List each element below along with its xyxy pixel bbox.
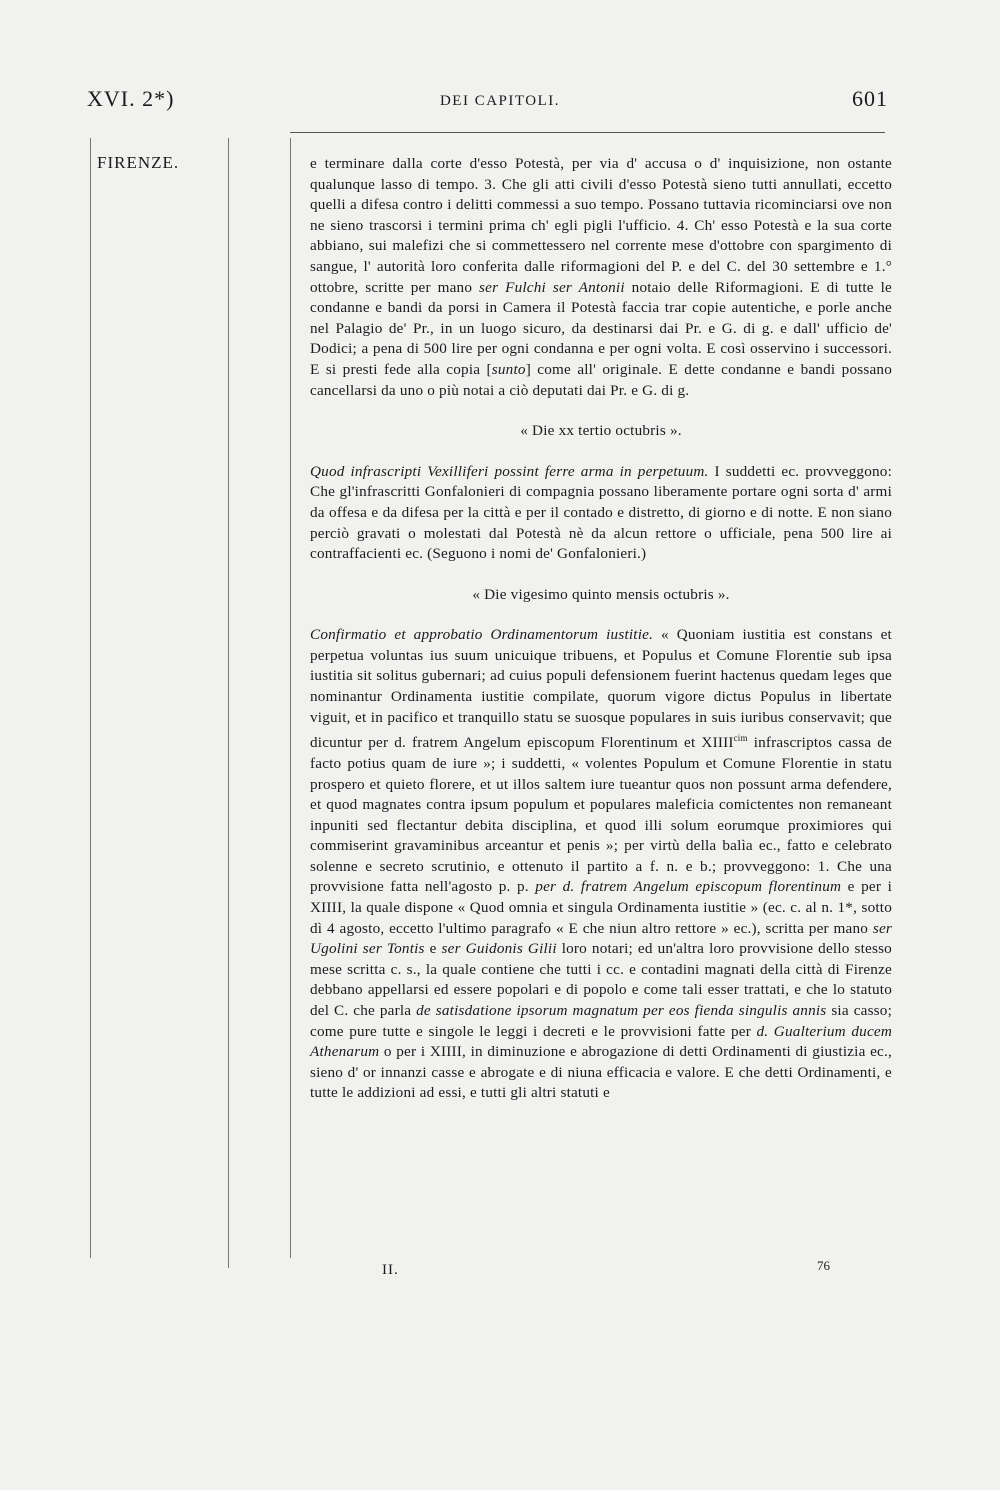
page-number: 601 xyxy=(852,86,888,111)
margin-line-left xyxy=(90,138,91,1258)
paragraph-2: Quod infrascripti Vexilliferi possint ferre arma in perpetuum. I suddetti ec. provveggono: Che gl'infrascritti Gonfalonieri di compagnia possano liberamente portare ogni sorta d' armi da offesa e da difesa per la città e per il contado e distretto, di giorno e di notte. E non siano perciò gravati o molestati dal Potestà nè da alcun rettore o ufficiale, pena 500 lire ai contraffacienti ec. (Seguono i nomi de' Gonfalonieri.) xyxy=(310,462,892,563)
date-heading-1: « Die xx tertio octubris ». xyxy=(520,422,682,440)
header-rule xyxy=(290,132,885,133)
margin-place-label: FIRENZE. xyxy=(97,153,180,172)
signature-mark: 76 xyxy=(817,1258,830,1273)
date-heading-2: « Die vigesimo quinto mensis octubris ». xyxy=(472,585,730,603)
paragraph-3: Confirmatio et approbatio Ordinamentorum iustitie. « Quoniam iustitia est constans et perpetua voluntas ius suum unicuique tribuens, et Populus et Comune Florentie sub ipsa iustitia sit solitus gubernari; ad cuius populi defensionem fuerint hactenus quedam leges que nominantur Ordinamenta iustitie compilate, quorum vigore dictus Populus in libertate viguit, et in pacifico et tranquillo statu se suosque populares in suis iuribus conservavit; que dicuntur per d. fratrem Angelum episcopum Florentinum et $XIIII^{cim}$ infrascriptos cassa de facto potius quam de iure »; i suddetti, « volentes Populum et Comune Florentie in statu prospero et quieto florere, et ut illos saltem iure tueantur quos non possunt arma defendere, et quod magnates contra ipsum populum et populares maleficia comictentes non remaneant inpuniti sed flectantur debita disciplina, et quod illi solum eorumque proximiores qui commiserint gravaminibus arceantur et penis »; per virtù della balìa ec., fatto e celebrato solenne e secreto scrutinio, e ottenuto il partito a f. n. e b.; provveggono: 1. Che una provvisione fatta nell'agosto p. p. per d. fratrem Angelum episcopum florentinum e per i XIIII, la quale dispone « Quod omnia et singula Ordinamenta iustitie » (ec. c. al n. 1*, sotto dì 4 agosto, eccetto l'ultimo paragrafo « E che niun altro rettore » ec.), scritta per mano ser Ugolini ser Tontis e ser Guidonis Gilii loro notari; ed un'altra loro provvisione dello stesso mese scritta c. s., la quale contiene che tutti i cc. e contadini magnati della città di Firenze debbano appellarsi ed essere popolari e di popolo e come tali esser trattati, e che lo statuto del C. che parla de satisdatione ipsorum magnatum per eos fienda singulis annis sia casso; come pure tutte e singole le leggi i decreti e le provvisioni fatte per d. Gualterium ducem Athenarum o per i XIIII, in diminuzione e abrogazione di detti Ordinamenti di giustizia ec., sieno d' or innanzi casse e abrogate e di niuna efficacia e valore. E che detti Ordinamenti, e tutte le addizioni ad essi, e tutti gli altri statuti e xyxy=(310,626,893,1102)
margin-line-right xyxy=(290,138,291,1258)
margin-line-middle xyxy=(228,138,229,1268)
running-title: DEI CAPITOLI. xyxy=(439,93,561,109)
body-text xyxy=(310,154,892,1104)
section-number: XVI. 2*) xyxy=(87,86,175,111)
volume-number: II. xyxy=(382,1262,399,1278)
paragraph-1: e terminare dalla corte d'esso Potestà, per via d' accusa o d' inquisizione, non ostante qualunque lasso di tempo. 3. Che gli atti civili d'esso Potestà sieno tutti annullati, eccetto quelli a difesa contro i delitti commessi a suo tempo. Possano tuttavia ricominciarsi ove non ne sieno trascorsi i termini prima ch' egli pigli l'ufficio. 4. Ch' esso Potestà e la sua corte abbiano, sui malefizi che si commettessero nel corrente mese d'ottobre con spargimento di sangue, l' autorità loro conferita dalle riformagioni del P. e del C. del 30 settembre e 1.° ottobre, scritte per mano ser Fulchi ser Antonii notaio delle Riformagioni. E di tutte le condanne e bandi da porsi in Camera il Potestà faccia trar copie autentiche, e porle anche nel Palagio de' Pr., in un luogo sicuro, da destinarsi dai Pr. e G. di g. e dall' ufficio de' Dodici; a pena di 500 lire per ogni condanna e per ogni volta. E così osservino i successori. E si presti fede alla copia [sunto] come all' originale. E dette condanne e bandi possano cancellarsi da uno o più notai a ciò deputati dai Pr. e G. di g. xyxy=(310,155,892,399)
